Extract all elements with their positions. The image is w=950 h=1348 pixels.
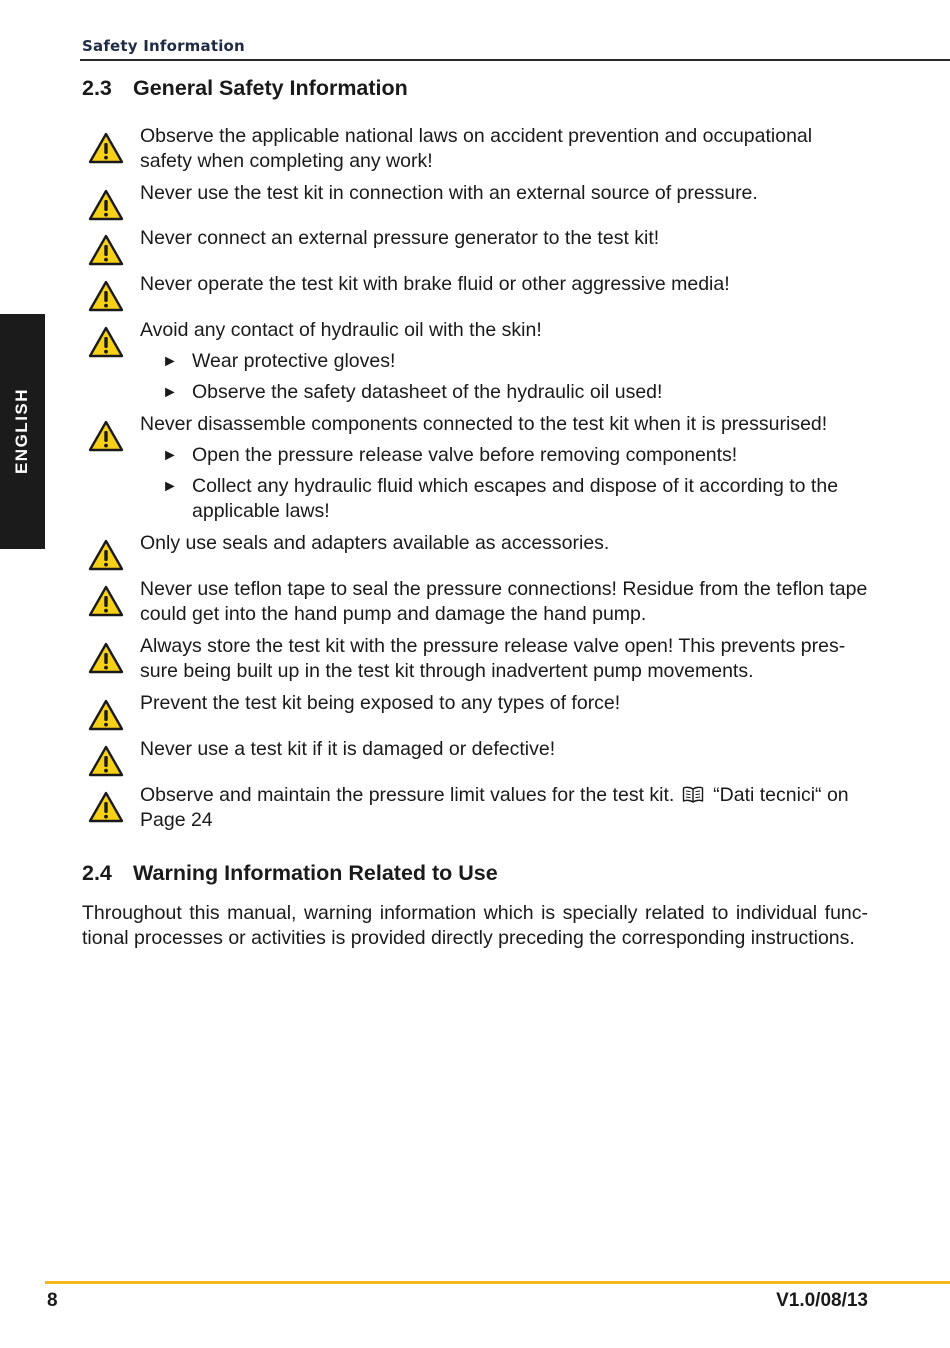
warning-text: Never connect an external pressure generator to the test kit! <box>140 227 660 249</box>
warning-triangle-icon <box>88 745 124 777</box>
bullet-arrow-icon: ► <box>162 353 178 370</box>
footer-rule <box>45 1281 950 1284</box>
warning-item <box>88 783 868 833</box>
section-title: General Safety Information <box>133 76 408 100</box>
warning-item <box>88 124 868 174</box>
warning-triangle-icon <box>88 132 124 164</box>
warning-item <box>88 226 868 251</box>
bullet-arrow-icon: ► <box>162 478 178 495</box>
warning-text: Observe the applicable national laws on accident prevention and occupational safety when completing any work! <box>140 125 813 172</box>
book-icon <box>682 786 704 803</box>
version-label: V1.0/08/13 <box>776 1290 868 1311</box>
warning-text: Never disassemble components connected to the test kit when it is pressurised! <box>140 413 828 435</box>
running-header: Safety Information <box>82 37 245 55</box>
warning-text: Only use seals and adapters available as accessories. <box>140 532 610 554</box>
warning-triangle-icon <box>88 234 124 266</box>
page-number: 8 <box>47 1290 58 1311</box>
bullet-arrow-icon: ► <box>162 447 178 464</box>
section-number: 2.3 <box>82 76 112 100</box>
warning-text: Avoid any contact of hydraulic oil with the skin! <box>140 319 542 341</box>
bullet-text: Wear protective gloves! <box>192 350 396 372</box>
section-heading-2-4 <box>82 861 498 886</box>
warning-text: Never operate the test kit with brake fluid or other aggressive media! <box>140 273 730 295</box>
bullet-arrow-icon: ► <box>162 384 178 401</box>
body-paragraph: Throughout this manual, warning information which is specially related to individual func-tional processes or activities is provided directly preceding the corresponding instructions. <box>82 902 868 949</box>
section-number: 2.4 <box>82 861 112 885</box>
language-tab-label: ENGLISH <box>12 387 31 475</box>
warning-triangle-icon <box>88 189 124 221</box>
warning-item <box>88 181 868 206</box>
warning-text: Never use the test kit in connection with an external source of pressure. <box>140 182 758 204</box>
header-rule <box>80 59 950 61</box>
bullet-text: Open the pressure release valve before removing components! <box>192 444 738 466</box>
warning-triangle-icon <box>88 280 124 312</box>
cross-reference-link[interactable]: “Dati tecnici“ on Page 24 <box>140 784 849 831</box>
warning-triangle-icon <box>88 642 124 674</box>
section-heading-2-3 <box>82 76 408 101</box>
warning-text <box>140 783 868 833</box>
warning-triangle-icon <box>88 791 124 823</box>
warning-item <box>88 272 868 297</box>
warning-item <box>88 531 868 556</box>
bullet-list <box>88 443 868 524</box>
bullet-list <box>88 349 868 405</box>
warning-item <box>88 691 868 716</box>
warning-text: Prevent the test kit being exposed to any types of force! <box>140 692 621 714</box>
warning-text: Never use teflon tape to seal the pressure connections! Residue from the teflon tape could get into the hand pump and damage the hand pump. <box>140 578 868 625</box>
bullet-text: Observe the safety datasheet of the hydraulic oil used! <box>192 381 663 403</box>
section-title: Warning Information Related to Use <box>133 861 498 885</box>
warning-text: Never use a test kit if it is damaged or defective! <box>140 738 556 760</box>
warning-triangle-icon <box>88 699 124 731</box>
warning-text-part: Observe and maintain the pressure limit values for the test kit. <box>140 784 675 806</box>
warning-item <box>88 577 868 627</box>
warning-item <box>88 634 868 684</box>
warning-triangle-icon <box>88 585 124 617</box>
list-item <box>88 349 868 374</box>
list-item <box>88 443 868 468</box>
list-item <box>88 474 868 524</box>
warning-item <box>88 737 868 762</box>
warning-item <box>88 318 868 411</box>
warning-text: Always store the test kit with the pressure release valve open! This prevents pres-sure being built up in the test kit through inadvertent pump movements. <box>140 635 846 682</box>
bullet-text: Collect any hydraulic fluid which escapes and dispose of it according to the applicable laws! <box>192 475 839 522</box>
warning-item <box>88 412 868 530</box>
list-item <box>88 380 868 405</box>
warning-triangle-icon <box>88 539 124 571</box>
